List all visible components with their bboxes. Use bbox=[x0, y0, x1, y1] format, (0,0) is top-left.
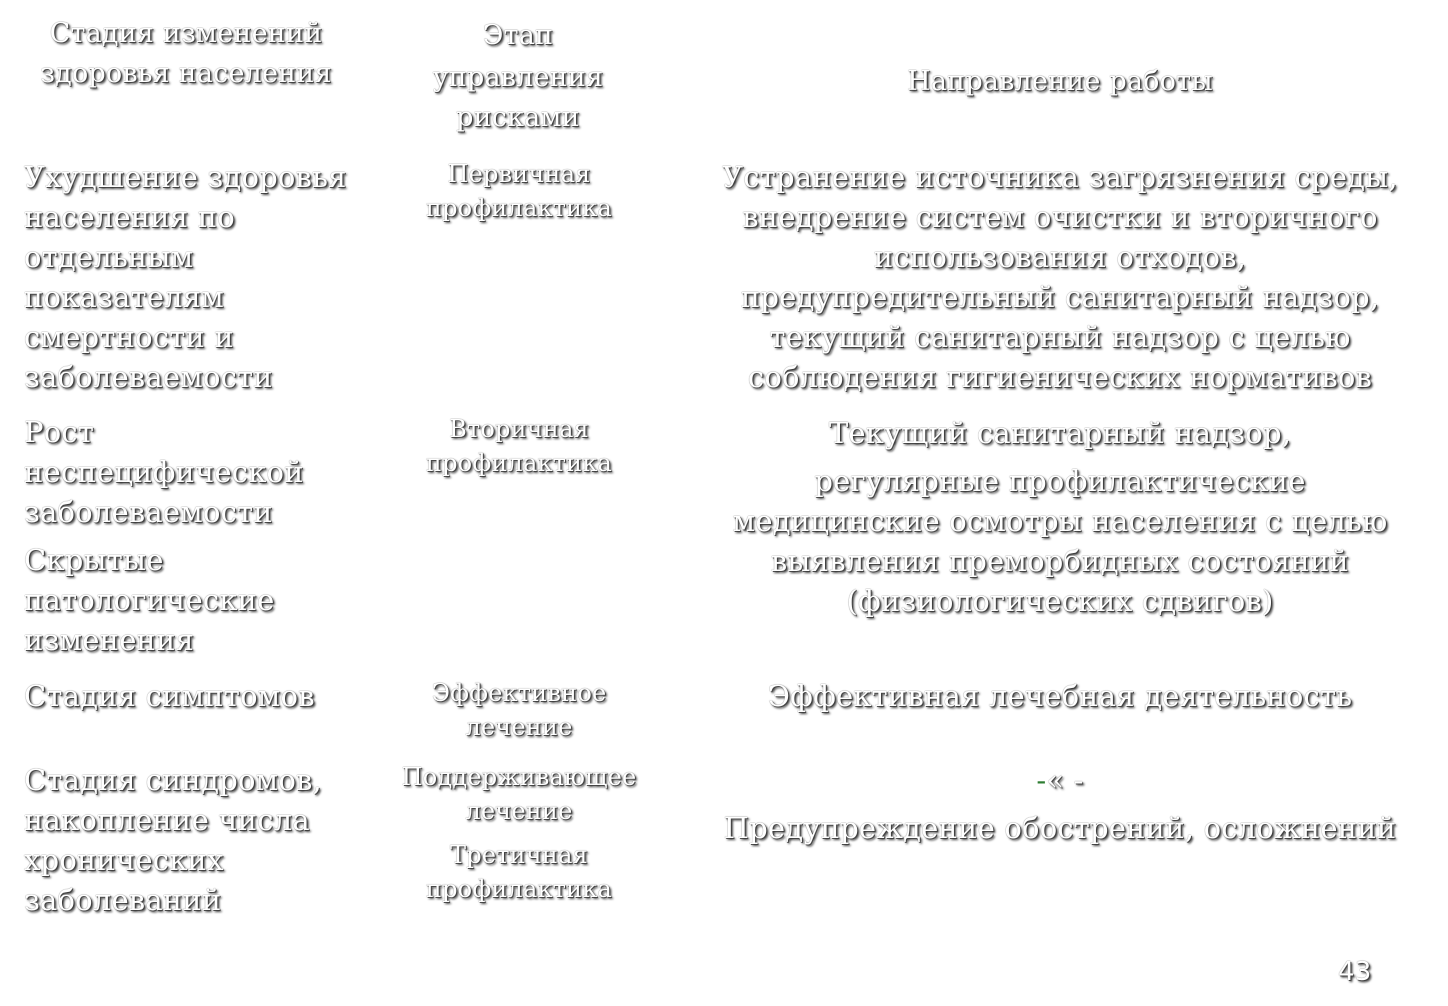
row3-phase: Эффективное лечение bbox=[431, 679, 607, 741]
row4-direction: Предупреждение обострений, осложнений bbox=[723, 811, 1397, 845]
page-number: 43 bbox=[1338, 957, 1372, 987]
row1-stage: Ухудшение здоровья населения по отдельным показателям смертности и заболеваемости bbox=[24, 160, 347, 394]
header-phase-line1: Этап bbox=[482, 20, 554, 51]
row4-stage: Стадия синдромов, накопление числа хронических заболеваний bbox=[24, 763, 322, 917]
header-phase bbox=[412, 14, 624, 138]
row2-stage-hidden-changes: Скрытые патологические изменения bbox=[24, 543, 275, 657]
row2-direction-line2: регулярные профилактические медицинские осмотры населения с целью выявления преморбидных состояний (физиологических сдвигов) bbox=[732, 464, 1388, 618]
row2-direction-line1: Текущий санитарный надзор, bbox=[828, 416, 1292, 450]
row3-stage: Стадия симптомов bbox=[24, 679, 315, 713]
header-direction: Направление работы bbox=[907, 66, 1213, 97]
row4-phase-tertiary: Третичная профилактика bbox=[425, 841, 613, 903]
row1-direction: Устранение источника загрязнения среды, внедрение систем очистки и вторичного использования отходов, предупредительный санитарный надзор, текущий санитарный надзор с целью соблюдения гигиенических нормативов bbox=[722, 160, 1398, 394]
row3-direction: Эффективная лечебная деятельность bbox=[767, 679, 1353, 713]
header-stage: Стадия изменений здоровья населения bbox=[40, 18, 332, 89]
row4-phase-maintenance: Поддерживающее лечение bbox=[401, 763, 637, 825]
row2-stage: Рост неспецифической заболеваемости bbox=[24, 415, 304, 529]
row4-ditto-mark bbox=[720, 760, 1400, 800]
header-phase-line2: управления рисками bbox=[432, 62, 604, 133]
row1-phase: Первичная профилактика bbox=[425, 160, 613, 222]
row2-phase: Вторичная профилактика bbox=[425, 415, 613, 477]
ditto-quote: « - bbox=[1046, 763, 1084, 797]
ditto-dash: - bbox=[1036, 763, 1047, 797]
